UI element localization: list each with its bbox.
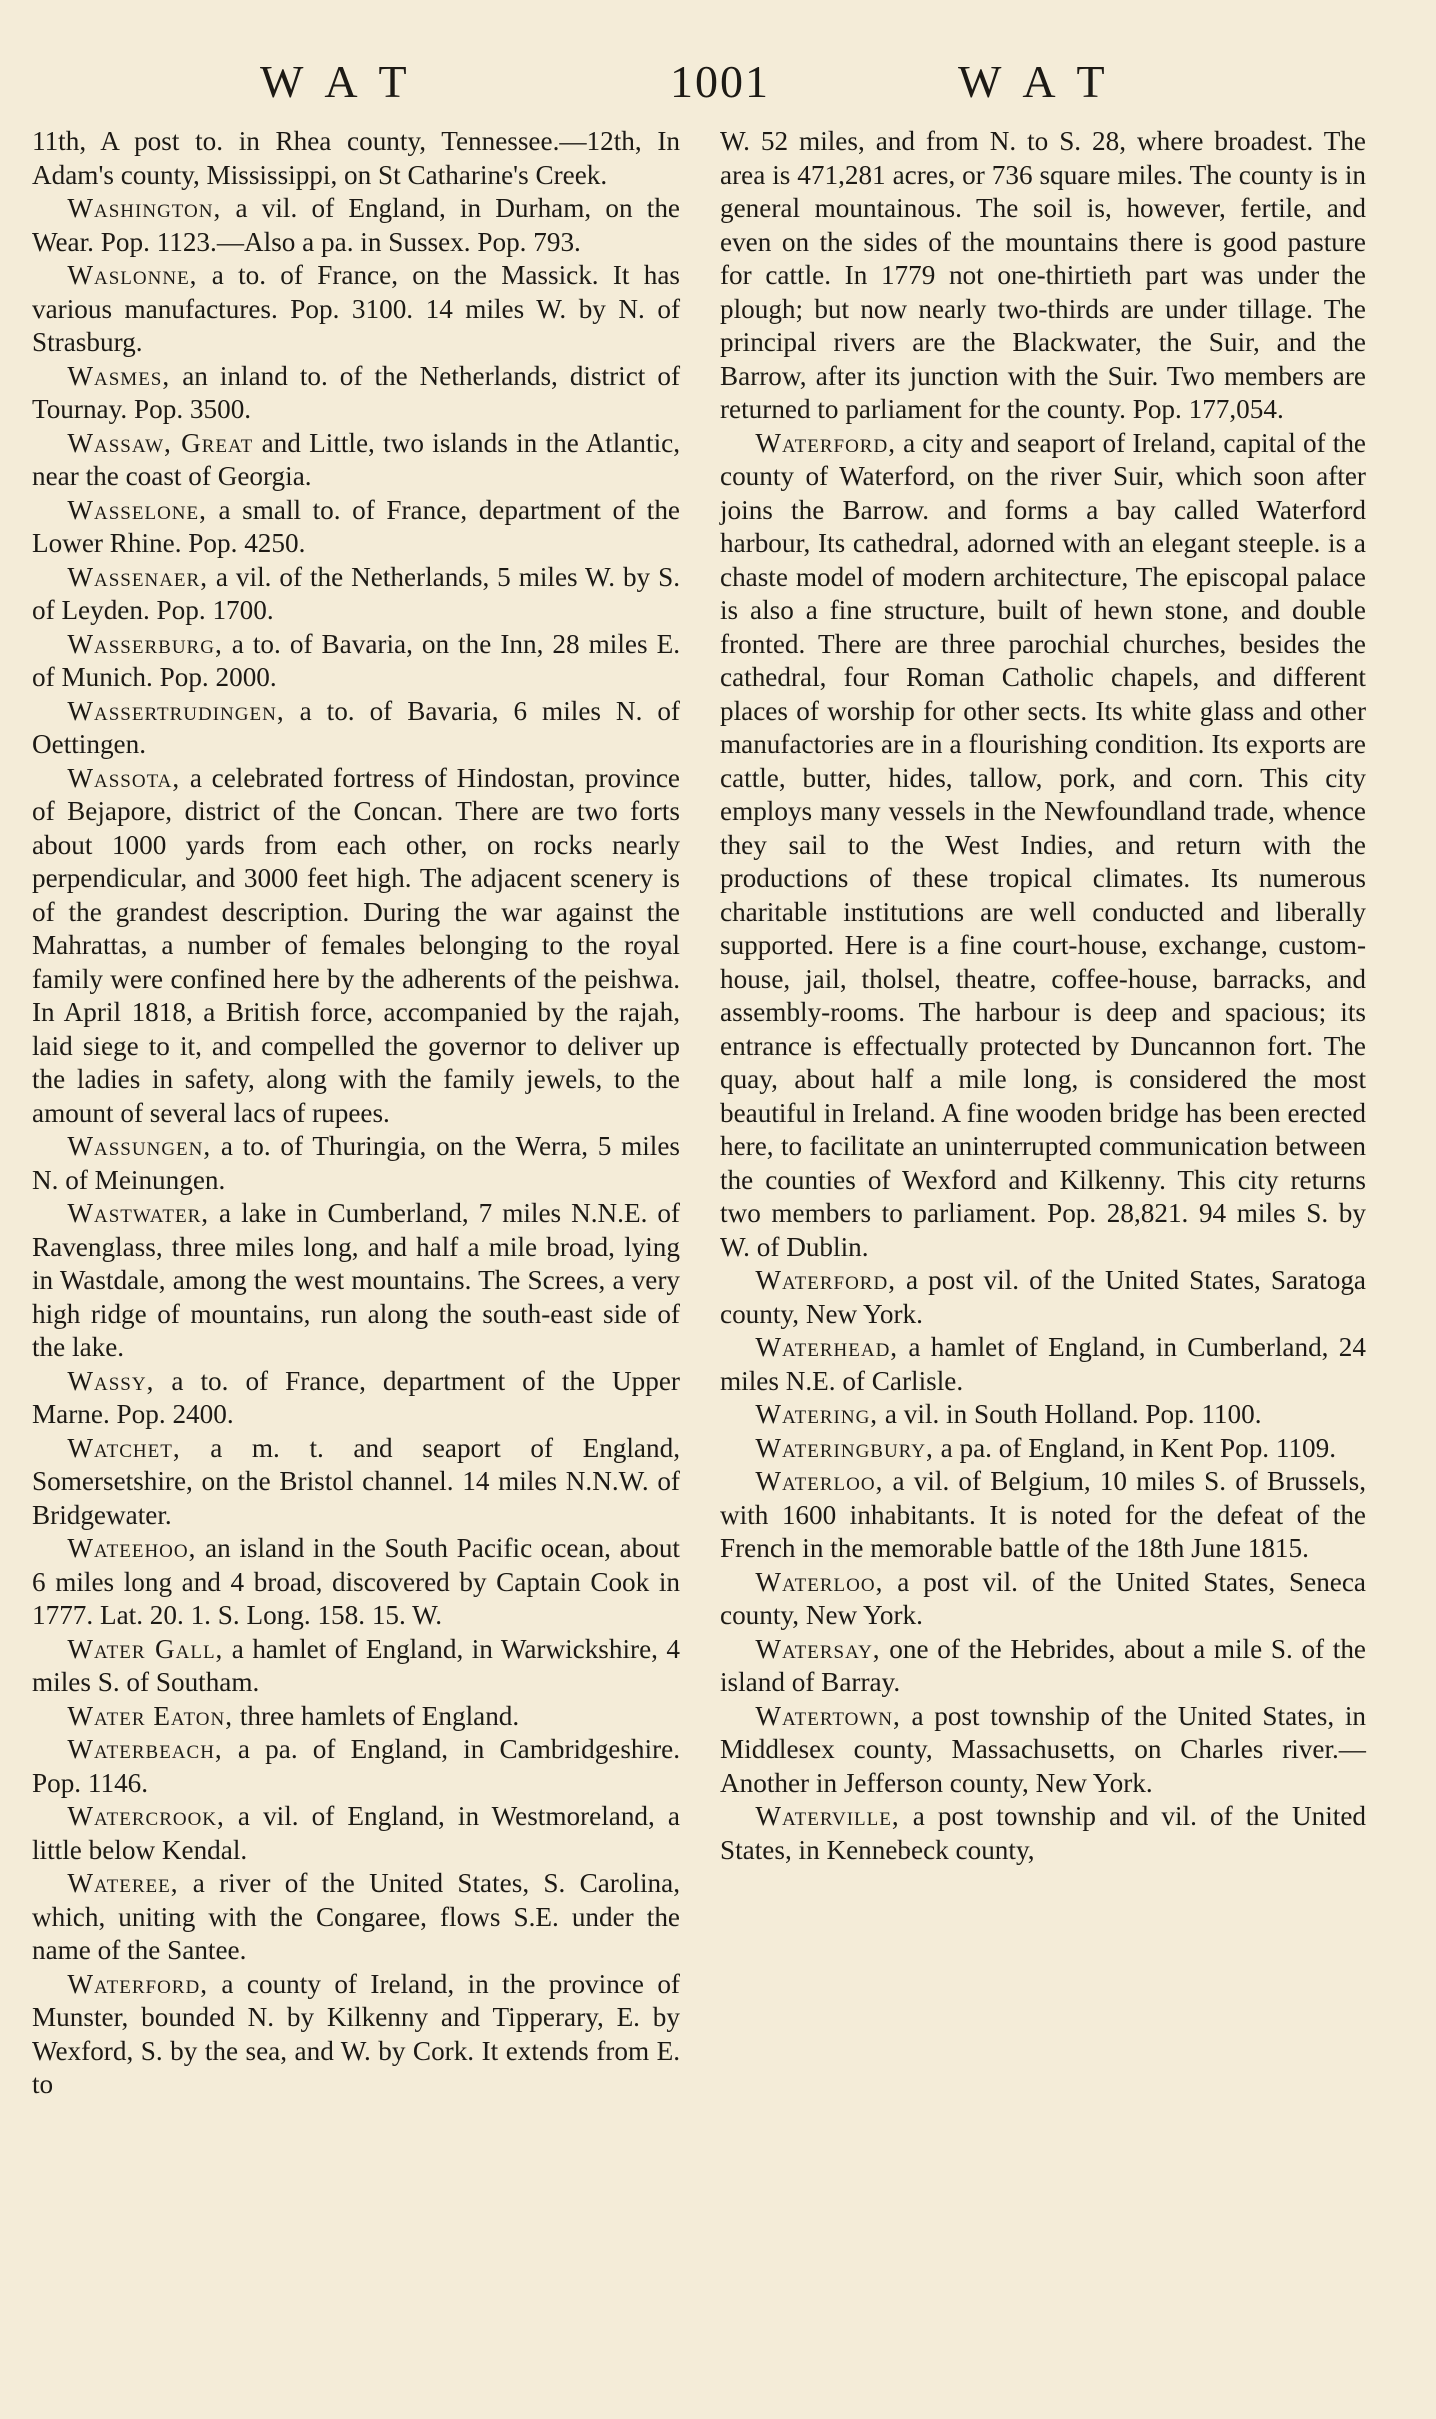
entry-text: a pa. of England, in Kent Pop. 1109. (933, 1432, 1337, 1463)
entry-text: W. 52 miles, and from N. to S. 28, where broadest. The area is 471,281 acres, or 736 square miles. The county is in general mountainous. The soil is, however, fertile, and even on the sides of the mountains there is good pasture for cattle. In 1779 not one-thirtieth part was under the plough; but now nearly two-thirds are under tillage. The principal rivers are the Blackwater, the Suir, and the Barrow, after its junction with the Suir. Two members are returned to parliament for the county. Pop. 177,054. (720, 126, 1366, 424)
entry-headword: Waterbeach, (67, 1734, 223, 1764)
gazetteer-entry (32, 494, 680, 561)
entry-headword: Washington, (67, 193, 222, 223)
gazetteer-entry (32, 1700, 680, 1734)
entry-text: a vil. of Belgium, 10 miles S. of Brussels, with 1600 inhabitants. It is noted for the defeat of the French in the memorable battle of the 18th June 1815. (720, 1466, 1366, 1563)
entry-text: a to. of Thuringia, on the Werra, 5 miles N. of Meinungen. (32, 1131, 680, 1195)
page-number: 1001 (670, 56, 770, 107)
gazetteer-entry (32, 427, 680, 494)
entry-headword: Waterloo, (755, 1466, 884, 1496)
entry-text: a celebrated fortress of Hindostan, province of Bejapore, district of the Concan. There are two forts about 1000 yards from each other, on rocks nearly perpendicular, and 3000 feet high. The adjacent scenery is of the grandest description. During the war against the Mahrattas, a number of females belonging to the royal family were confined here by the adherents of the peishwa. In April 1818, a British force, accompanied by the rajah, laid siege to it, and compelled the governor to deliver up the ladies in safety, along with the family jewels, to the amount of several lacs of rupees. (32, 762, 680, 1128)
entry-headword: Wasserburg, (67, 628, 223, 659)
entry-text: and Little, two islands in the Atlantic, near the coast of Georgia. (32, 427, 680, 491)
entry-text: a post township of the United States, in Middlesex county, Massachusetts, on Charles river.—Another in Jefferson county, New York. (720, 1700, 1366, 1798)
gazetteer-entry (32, 259, 680, 360)
entry-text: an island in the South Pacific ocean, about 6 miles long and 4 broad, discovered by Captain Cook in 1777. Lat. 20. 1. S. Long. 158. 15. W. (32, 1533, 680, 1630)
entry-headword: Waterford, (755, 1265, 896, 1295)
gazetteer-entry (720, 1633, 1366, 1700)
gazetteer-entry (720, 1465, 1366, 1566)
entry-text: a hamlet of England, in Cumberland, 24 miles N.E. of Carlisle. (720, 1332, 1366, 1396)
gazetteer-entry (720, 1432, 1366, 1466)
gazetteer-entry (32, 1197, 680, 1365)
gazetteer-entry (32, 628, 680, 695)
entry-headword: Waslonne, (67, 260, 198, 290)
entry-headword: Waterloo, (755, 1566, 884, 1597)
entry-headword: Water Gall, (67, 1633, 224, 1664)
gazetteer-entry (32, 1968, 680, 2102)
entry-text: a pa. of England, in Cambridgeshire. Pop. 1146. (32, 1734, 680, 1798)
entry-text: a county of Ireland, in the province of Munster, bounded N. by Kilkenny and Tipperary, E. by Wexford, S. by the sea, and W. by Cork. It extends from E. to (32, 1968, 680, 2099)
running-head (0, 55, 1436, 115)
entry-headword: Watchet, (67, 1432, 181, 1463)
entry-text: a vil. in South Holland. Pop. 1100. (878, 1399, 1262, 1429)
entry-headword: Wateringbury, (755, 1432, 934, 1463)
entry-headword: Watertown, (755, 1700, 901, 1731)
entry-text: a to. of France, department of the Upper Marne. Pop. 2400. (32, 1365, 680, 1429)
gazetteer-entry (720, 1331, 1366, 1398)
entry-text: a small to. of France, department of the Lower Rhine. Pop. 4250. (32, 494, 680, 558)
left-column (32, 125, 680, 2102)
gazetteer-entry (720, 1264, 1366, 1331)
entry-headword: Wassenaer, (67, 561, 208, 592)
entry-text: a hamlet of England, in Warwickshire, 4 miles S. of Southam. (32, 1633, 680, 1697)
gazetteer-entry (720, 1398, 1366, 1432)
gazetteer-entry (32, 561, 680, 628)
entry-headword: Wassertrudingen, (67, 695, 285, 726)
gazetteer-entry (720, 1700, 1366, 1801)
gazetteer-entry (720, 1800, 1366, 1867)
entry-headword: Watering, (755, 1399, 879, 1429)
gazetteer-entry (32, 1432, 680, 1533)
right-column (720, 125, 1366, 1867)
entry-text: a post vil. of the United States, Seneca county, New York. (720, 1566, 1366, 1630)
entry-headword: Waterville, (755, 1801, 900, 1831)
entry-text: a post vil. of the United States, Saratoga county, New York. (720, 1265, 1366, 1329)
entry-headword: Wasselone, (67, 494, 207, 525)
entry-text: a lake in Cumberland, 7 miles N.N.E. of Ravenglass, three miles long, and half a mile broad, lying in Wastdale, among the west mountains. The Screes, a very high ridge of mountains, run along the south-east side of the lake. (32, 1198, 680, 1362)
entry-headword: Watersay, (755, 1633, 881, 1664)
entry-headword: Wasmes, (67, 360, 171, 391)
entry-text: a city and seaport of Ireland, capital of the county of Waterford, on the river Suir, which soon after joins the Barrow. and forms a bay called Waterford harbour, Its cathedral, adorned with an elegant steeple. is a chaste model of modern architecture, The episcopal palace is also a fine structure, built of hewn stone, and double fronted. There are three parochial churches, besides the cathedral, four Roman Catholic chapels, and different places of worship for other sects. Its white glass and other manufactories are in a flourishing condition. Its exports are cattle, butter, hides, tallow, pork, and corn. This city employs many vessels in the Newfoundland trade, whence they sail to the West Indies, and return with the productions of these tropical climates. Its numerous charitable institutions are well conducted and liberally supported. Here is a fine court-house, exchange, custom-house, jail, tholsel, theatre, coffee-house, barracks, and assembly-rooms. The harbour is deep and spacious; its entrance is effectually protected by Duncannon fort. The quay, about half a mile long, is considered the most beautiful in Ireland. A fine wooden bridge has been erected here, to facilitate an uninterrupted communication between the counties of Wexford and Kilkenny. This city returns two members to parliament. Pop. 28,821. 94 miles S. by W. of Dublin. (720, 427, 1366, 1262)
entry-text: three hamlets of England. (233, 1700, 520, 1731)
entry-text: a to. of France, on the Massick. It has various manufactures. Pop. 3100. 14 miles W. by N. of Strasburg. (32, 260, 680, 357)
gazetteer-entry (32, 762, 680, 1131)
entry-headword: Wassy, (67, 1365, 155, 1396)
entry-text: one of the Hebrides, about a mile S. of the island of Barray. (720, 1633, 1366, 1697)
gazetteer-entry (720, 1566, 1366, 1633)
entry-text: a river of the United States, S. Carolina, which, uniting with the Congaree, flows S.E. under the name of the Santee. (32, 1868, 680, 1965)
entry-headword: Wateree, (67, 1868, 179, 1898)
entry-headword: Watercrook, (67, 1801, 225, 1831)
entry-text: a vil. of England, in Westmoreland, a little below Kendal. (32, 1801, 680, 1865)
gazetteer-entry (32, 1733, 680, 1800)
gazetteer-entry (32, 1867, 680, 1968)
gazetteer-entry (720, 125, 1366, 427)
entry-headword: Wassungen, (67, 1131, 212, 1161)
entry-text: a to. of Bavaria, 6 miles N. of Oettingen. (32, 695, 680, 759)
gazetteer-entry (32, 1800, 680, 1867)
entry-headword: Waterford, (67, 1968, 208, 1999)
gazetteer-entry (32, 1130, 680, 1197)
header-left: WAT (260, 56, 433, 107)
entry-text: a vil. of England, in Durham, on the Wear. Pop. 1123.—Also a pa. in Sussex. Pop. 793. (32, 193, 680, 257)
header-right: WAT (958, 56, 1131, 107)
entry-headword: Waterhead, (755, 1332, 899, 1362)
gazetteer-entry (32, 695, 680, 762)
entry-headword: Wassaw, Great (67, 427, 254, 458)
entry-text: a post township and vil. of the United States, in Kennebeck county, (720, 1801, 1366, 1865)
entry-text: 11th, A post to. in Rhea county, Tennessee.—12th, In Adam's county, Mississippi, on St Catharine's Creek. (32, 126, 680, 190)
entry-headword: Wateehoo, (67, 1533, 197, 1563)
gazetteer-entry (32, 1365, 680, 1432)
gazetteer-entry (32, 192, 680, 259)
entry-headword: Waterford, (755, 427, 896, 458)
entry-headword: Water Eaton, (67, 1700, 234, 1731)
entry-text: an inland to. of the Netherlands, district of Tournay. Pop. 3500. (32, 360, 680, 424)
gazetteer-entry (32, 1633, 680, 1700)
gazetteer-entry (720, 427, 1366, 1265)
gazetteer-entry (32, 1532, 680, 1633)
entry-text: a vil. of the Netherlands, 5 miles W. by S. of Leyden. Pop. 1700. (32, 561, 680, 625)
entry-text: a to. of Bavaria, on the Inn, 28 miles E. of Munich. Pop. 2000. (32, 628, 680, 692)
entry-headword: Wastwater, (67, 1198, 210, 1228)
entry-headword: Wassota, (67, 762, 181, 793)
entry-text: a m. t. and seaport of England, Somersetshire, on the Bristol channel. 14 miles N.N.W. of Bridgewater. (32, 1432, 680, 1530)
gazetteer-entry (32, 360, 680, 427)
gazetteer-entry (32, 125, 680, 192)
